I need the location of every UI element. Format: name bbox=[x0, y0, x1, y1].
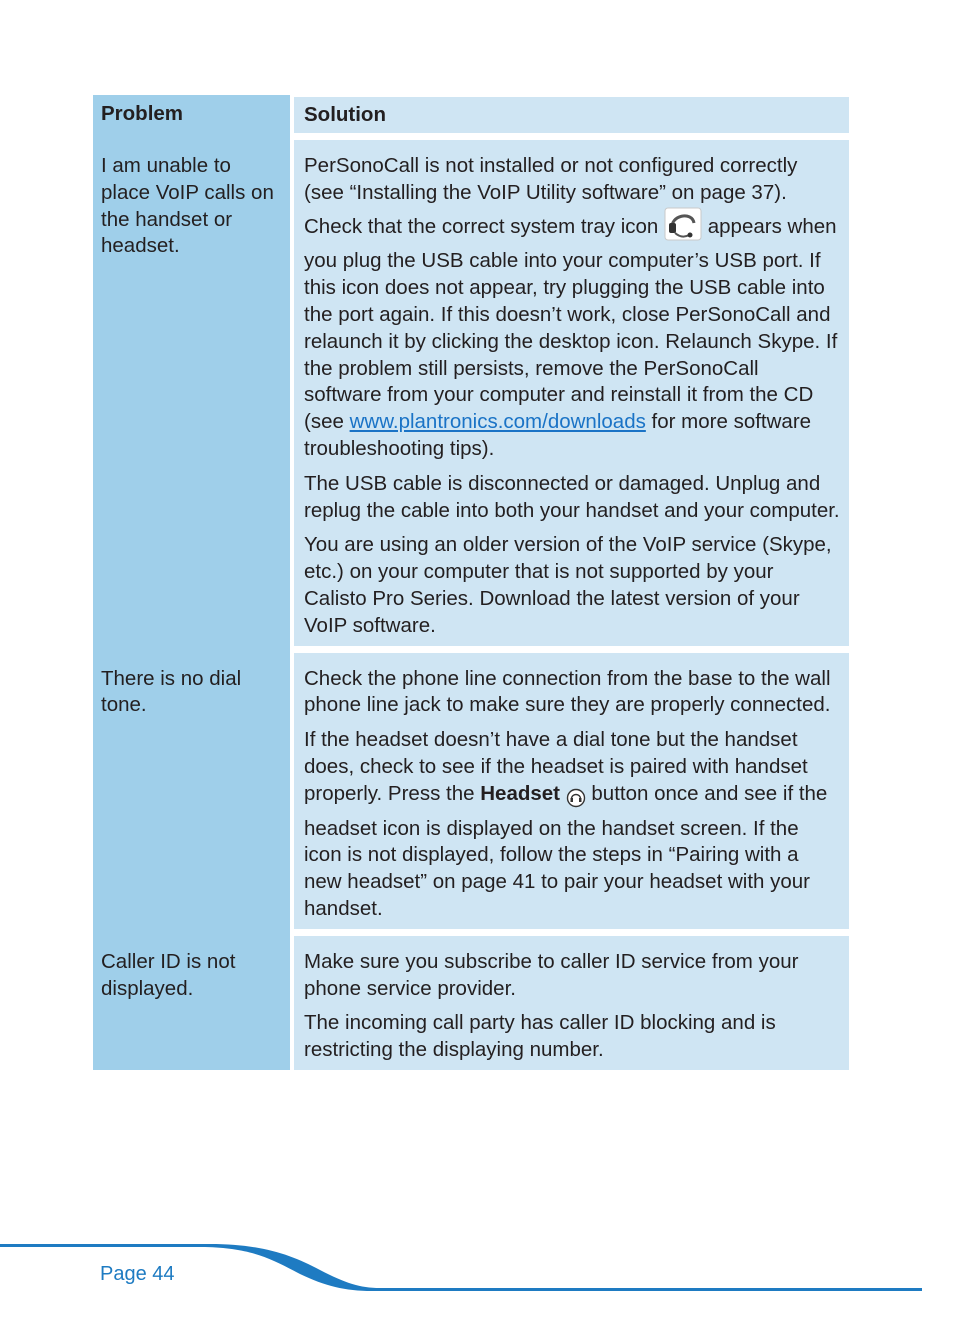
solution-header: Solution bbox=[294, 97, 849, 133]
solution-paragraph: Make sure you subscribe to caller ID service from your phone service provider. bbox=[304, 949, 799, 1000]
solution-paragraph: Check the phone line connection from the base to the wall phone line jack to make sure they are properly connected. bbox=[304, 666, 831, 717]
troubleshooting-table bbox=[93, 95, 849, 1070]
solution-cell bbox=[294, 653, 849, 929]
table-row bbox=[93, 140, 849, 646]
page-number: Page 44 bbox=[100, 1263, 175, 1285]
table-row bbox=[93, 936, 849, 1070]
solution-paragraph: The incoming call party has caller ID blocking and is restricting the displaying number. bbox=[304, 1011, 776, 1062]
solution-cell bbox=[294, 140, 849, 646]
problem-cell: Caller ID is not displayed. bbox=[93, 936, 290, 1070]
problem-cell: There is no dial tone. bbox=[93, 653, 290, 929]
solution-paragraph: PerSonoCall is not installed or not configured correctly (see “Installing the VoIP Utility software” on page 37). Check that the correct system tray icon appears when you plug the USB cable into your computer’s USB port. If this icon does not appear, try plugging the USB cable into the port again. If this doesn’t work, close PerSonoCall and relaunch it by clicking the desktop icon. Relaunch Skype. If the problem still persists, remove the PerSonoCall software from your computer and reinstall it from the CD (see www.plantronics.com/downloads for more software troubleshooting tips). bbox=[304, 154, 838, 460]
headset-tray-icon bbox=[664, 207, 702, 249]
solution-paragraph: You are using an older version of the VoIP service (Skype, etc.) on your computer that is not supported by your Calisto Pro Series. Download the latest version of your VoIP software. bbox=[304, 533, 832, 637]
table-header bbox=[93, 95, 849, 133]
problem-cell: I am unable to place VoIP calls on the handset or headset. bbox=[93, 140, 290, 646]
downloads-link[interactable]: www.plantronics.com/downloads bbox=[349, 410, 646, 434]
problem-header: Problem bbox=[93, 95, 290, 133]
solution-paragraph: The USB cable is disconnected or damaged. Unplug and replug the cable into both your handset and your computer. bbox=[304, 471, 840, 522]
headset-button-icon bbox=[566, 788, 586, 816]
solution-cell bbox=[294, 936, 849, 1070]
solution-paragraph: If the headset doesn’t have a dial tone but the handset does, check to see if the headset is paired with handset properly. Press the Headset button once and see if the headset icon is displayed on the handset screen. If the icon is not displayed, follow the steps in “Pairing with a new headset” on page 41 to pair your headset with your handset. bbox=[304, 728, 828, 920]
table-row bbox=[93, 653, 849, 929]
